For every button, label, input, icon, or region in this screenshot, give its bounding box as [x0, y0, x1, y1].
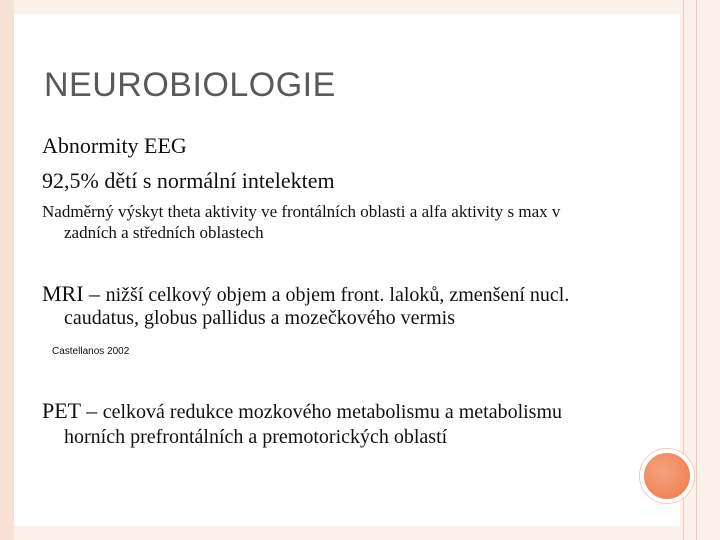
decorative-circle — [640, 449, 694, 503]
eeg-normal-text: 92,5% dětí s normální intelektem — [42, 168, 335, 193]
pet-line-2: horních prefrontálních a premotorických oblastí — [64, 426, 448, 448]
citation: Castellanos 2002 — [52, 346, 130, 357]
pet-lead: PET – — [42, 398, 103, 423]
slide-title: NEUROBIOLOGIE — [44, 66, 336, 104]
mri-text-1: nižší celkový objem a objem front. laloků, zmenšení nucl. — [105, 284, 570, 306]
frame-top-bar — [14, 0, 680, 14]
frame-bottom-bar — [14, 526, 680, 540]
frame-divider-line — [696, 0, 697, 540]
frame-left-bar — [0, 0, 14, 540]
eeg-detail-line-2: zadních a středních oblastech — [64, 223, 264, 242]
mri-line-2: caudatus, globus pallidus a mozečkového vermis — [64, 307, 456, 329]
mri-line-1 — [42, 281, 569, 307]
eeg-detail-line-1: Nadměrný výskyt theta aktivity ve frontálních oblasti a alfa aktivity s max v — [42, 202, 561, 221]
pet-text-1: celková redukce mozkového metabolismu a metabolismu — [102, 401, 563, 423]
pet-line-1 — [42, 398, 562, 424]
mri-lead: MRI – — [42, 281, 106, 306]
eeg-heading: Abnormity EEG — [42, 133, 187, 158]
